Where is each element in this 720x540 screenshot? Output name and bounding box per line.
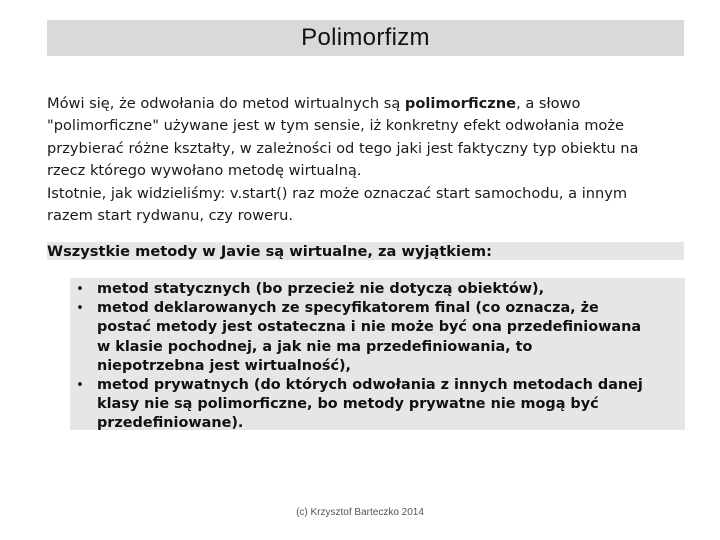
intro-line-5: Istotnie, jak widzieliśmy: v.start() raz może oznaczać start samochodu, a innym: [47, 184, 628, 202]
intro-line-1-end: , a słowo: [516, 95, 581, 112]
exception-item-static: [70, 280, 685, 299]
intro-text: [47, 93, 687, 227]
exception-item-final: [70, 299, 685, 376]
bullet-icon: •: [76, 282, 84, 297]
exceptions-list: [70, 280, 685, 434]
slide-title: Polimorfizm: [301, 24, 430, 51]
virtual-methods-heading: Wszystkie metody w Javie są wirtualne, za wyjątkiem:: [47, 242, 492, 260]
intro-line-1-start: Mówi się, że odwołania do metod wirtualnych są: [47, 95, 405, 112]
intro-line-6: razem start rydwanu, czy roweru.: [47, 207, 293, 225]
intro-paragraph-2: [47, 183, 687, 228]
intro-line-4: rzecz którego wywołano metodę wirtualną.: [47, 162, 362, 180]
intro-line-2: "polimorficzne" używane jest w tym sensie, iż konkretny efekt odwołania może: [47, 117, 624, 135]
polimorficzne-term: polimorficzne: [404, 95, 517, 112]
bullet-icon: •: [76, 378, 84, 394]
exceptions-box: [70, 278, 685, 430]
exception-line: metod prywatnych (do których odwołania z innych metodach danej: [97, 377, 643, 394]
exception-line: metod deklarowanych ze specyfikatorem final (co oznacza, że: [97, 300, 599, 317]
intro-line-3: przybierać różne kształty, w zależności od tego jaki jest faktyczny typ obiektu na: [47, 139, 639, 157]
exception-line: postać metody jest ostateczna i nie może być ona przedefiniowana: [97, 319, 642, 336]
exception-line: klasy nie są polimorficzne, bo metody prywatne nie mogą być: [97, 396, 599, 413]
exception-line: niepotrzebna jest wirtualność),: [97, 357, 352, 374]
exception-line: w klasie pochodnej, a jak nie ma przedefiniowania, to: [97, 338, 533, 355]
copyright-footer: (c) Krzysztof Barteczko 2014: [296, 507, 424, 518]
intro-paragraph-1: [47, 93, 687, 183]
virtual-methods-heading-bar: [47, 242, 684, 260]
bullet-icon: •: [76, 301, 84, 317]
exception-line: metod statycznych (bo przecież nie dotyczą obiektów),: [97, 281, 545, 297]
exception-line: przedefiniowane).: [97, 415, 244, 432]
title-bar: [47, 20, 684, 56]
exception-item-private: [70, 376, 685, 434]
